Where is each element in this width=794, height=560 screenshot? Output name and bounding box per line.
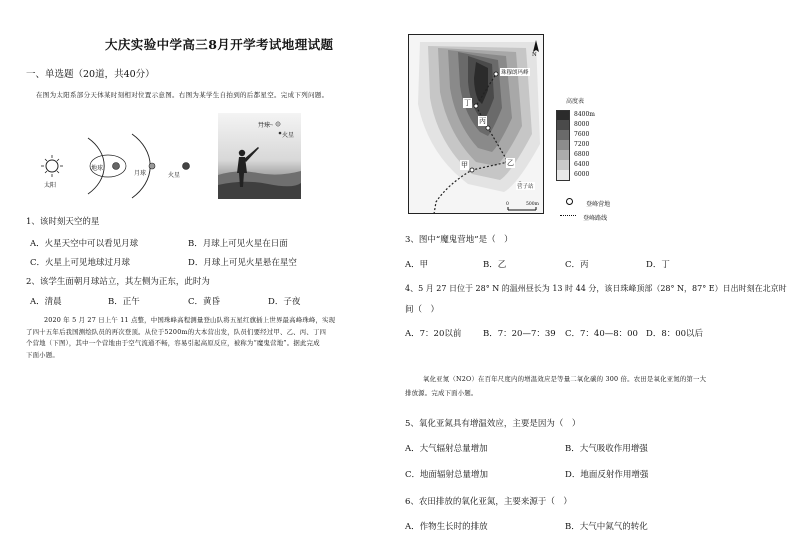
legend-swatch xyxy=(556,160,570,170)
q2-stem: 2、该学生面朝月球站立，其左侧为正东，此时为 xyxy=(26,277,210,287)
legend-swatch xyxy=(556,130,570,140)
legend-row xyxy=(556,130,589,140)
sky-photo xyxy=(218,113,301,199)
route-key-label: 登峰路线 xyxy=(583,215,608,222)
point-jia: 甲 xyxy=(461,161,468,169)
north-label: N xyxy=(532,52,537,58)
q2-option-c[interactable]: C．黄昏 xyxy=(188,297,221,307)
legend-value: 7600 xyxy=(574,131,590,138)
sun-label: 太阳 xyxy=(44,182,57,189)
legend-swatch xyxy=(556,150,570,160)
legend-value: 8400m xyxy=(574,111,595,118)
passage-n2o xyxy=(405,374,777,399)
mars-label: 火星 xyxy=(168,172,181,179)
legend-title: 高度表 xyxy=(566,98,585,105)
q4-option-a[interactable]: A．7：20以前 xyxy=(405,329,462,339)
mars-orbit xyxy=(132,134,150,198)
q4-stem-line1: 4、5 月 27 日位于 28° N 的温州昼长为 13 时 44 分，该日珠峰顶部（28° N，87° E）日出时刻在北京时 xyxy=(405,284,787,293)
q2-option-a[interactable]: A．清晨 xyxy=(30,297,62,307)
q6-stem: 6、农田排放的氧化亚氮，主要来源于（ ） xyxy=(405,497,572,507)
q1-option-a[interactable]: A．火星天空中可以看见月球 xyxy=(30,239,139,249)
legend-value: 8000 xyxy=(574,121,590,128)
intro-text: 在图为太阳系部分天体某时刻相对位置示意图。右图为某学生自拍到的后都星空。完成下列问题。 xyxy=(36,91,329,99)
legend-row xyxy=(556,170,589,180)
q5-stem: 5、氧化亚氮具有增温效应，主要是因为（ ） xyxy=(405,419,581,429)
legend-row xyxy=(556,150,589,160)
passage-everest xyxy=(26,315,388,361)
q3-option-b[interactable]: B．乙 xyxy=(483,260,507,270)
q4-option-b[interactable]: B．7：20—7：39 xyxy=(483,329,556,339)
passage-line: 排放源。完成下面小题。 xyxy=(405,388,478,397)
summit-marker xyxy=(494,72,498,76)
passage-line: 了四十五年后我国测绘队员的再次登顶。从位于5200m的大本营出发，队员们要经过甲、乙、丙、丁四 xyxy=(26,327,327,336)
legend-row xyxy=(556,140,589,150)
passage-line: 氧化亚氮（N2O）在百年尺度内的增温效应是等量二氧化碳的 300 倍。农田是氧化亚氮的第一大 xyxy=(423,375,707,383)
legend-row xyxy=(556,160,589,170)
q4-stem-line2: 间（ ） xyxy=(405,305,440,315)
q4-option-d[interactable]: D．8：00以后 xyxy=(646,329,704,339)
q3-stem: 3、图中“魔鬼营地”是（ ） xyxy=(405,235,513,245)
q2-option-b[interactable]: B．正午 xyxy=(108,297,140,307)
earth-marker xyxy=(113,163,120,170)
legend-value: 6400 xyxy=(574,161,590,168)
legend-route-key xyxy=(560,205,607,224)
scale-500: 500m xyxy=(526,202,539,207)
route-dotted-icon xyxy=(560,215,576,216)
q3-option-d[interactable]: D．丁 xyxy=(646,260,670,270)
camp-circle-icon xyxy=(566,198,573,205)
q1-stem: 1、该时刻天空的星 xyxy=(26,217,100,227)
earth-label: 地球 xyxy=(91,165,104,172)
page-title: 大庆实验中学高三8月开学考试地理试题 xyxy=(105,37,334,52)
passage-line: 2020 年 5 月 27 日上午 11 点整，中国珠峰高程测量登山队将五星红旗插上世界最高峰珠峰，实现 xyxy=(44,316,336,324)
point-bing: 丙 xyxy=(479,117,486,125)
sun-icon xyxy=(41,155,63,177)
q4-option-c[interactable]: C．7：40—8：00 xyxy=(565,329,638,339)
legend-value: 6000 xyxy=(574,171,590,178)
legend-swatch xyxy=(556,170,570,181)
legend-value: 6800 xyxy=(574,151,590,158)
legend-value: 7200 xyxy=(574,141,590,148)
legend-swatch xyxy=(556,140,570,150)
q5-option-b[interactable]: B．大气吸收作用增强 xyxy=(565,444,648,454)
photo-moon-label: 月球 xyxy=(258,122,271,129)
q6-option-a[interactable]: A．作物生长时的排放 xyxy=(405,522,488,532)
summit-label: 珠穆朗玛峰 xyxy=(501,70,529,76)
point-ding: 丁 xyxy=(464,99,471,107)
q1-option-b[interactable]: B．月球上可见火星在日面 xyxy=(188,239,288,249)
orbit-diagram xyxy=(36,124,206,204)
camp-key-label: 登峰营地 xyxy=(586,201,611,208)
section-heading: 一、单选题（20道，共40分） xyxy=(26,69,155,80)
q3-option-c[interactable]: C．丙 xyxy=(565,260,589,270)
mars-marker xyxy=(183,163,190,170)
q1-option-c[interactable]: C．火星上可见地球过月球 xyxy=(30,258,131,268)
legend-row xyxy=(556,110,595,120)
passage-line: 下面小题。 xyxy=(26,350,59,359)
q5-option-c[interactable]: C．地面辐射总量增加 xyxy=(405,470,489,480)
photo-mars-label: 火星 xyxy=(282,132,295,139)
moon-label: 月球 xyxy=(134,170,147,177)
q5-option-a[interactable]: A．大气辐射总量增加 xyxy=(405,444,488,454)
q3-option-a[interactable]: A．甲 xyxy=(405,260,429,270)
legend-row xyxy=(556,120,589,130)
q1-option-d[interactable]: D．月球上可见火星悬在星空 xyxy=(188,258,297,268)
point-yi: 乙 xyxy=(507,159,514,167)
q5-option-d[interactable]: D．地面反射作用增强 xyxy=(565,470,649,480)
scale-zero: 0 xyxy=(506,202,509,207)
everest-map xyxy=(408,34,544,214)
q2-option-d[interactable]: D．子夜 xyxy=(268,297,301,307)
point-camp: 营子站 xyxy=(517,184,534,190)
moon-marker xyxy=(149,163,155,169)
legend-swatch xyxy=(556,120,570,130)
passage-line: 个营地（下图），其中一个营地由于空气流通不畅，容易引起高原反应，被称为“魔鬼营地”。据此完成 xyxy=(26,339,320,347)
q6-option-b[interactable]: B．大气中氮气的转化 xyxy=(565,522,648,532)
